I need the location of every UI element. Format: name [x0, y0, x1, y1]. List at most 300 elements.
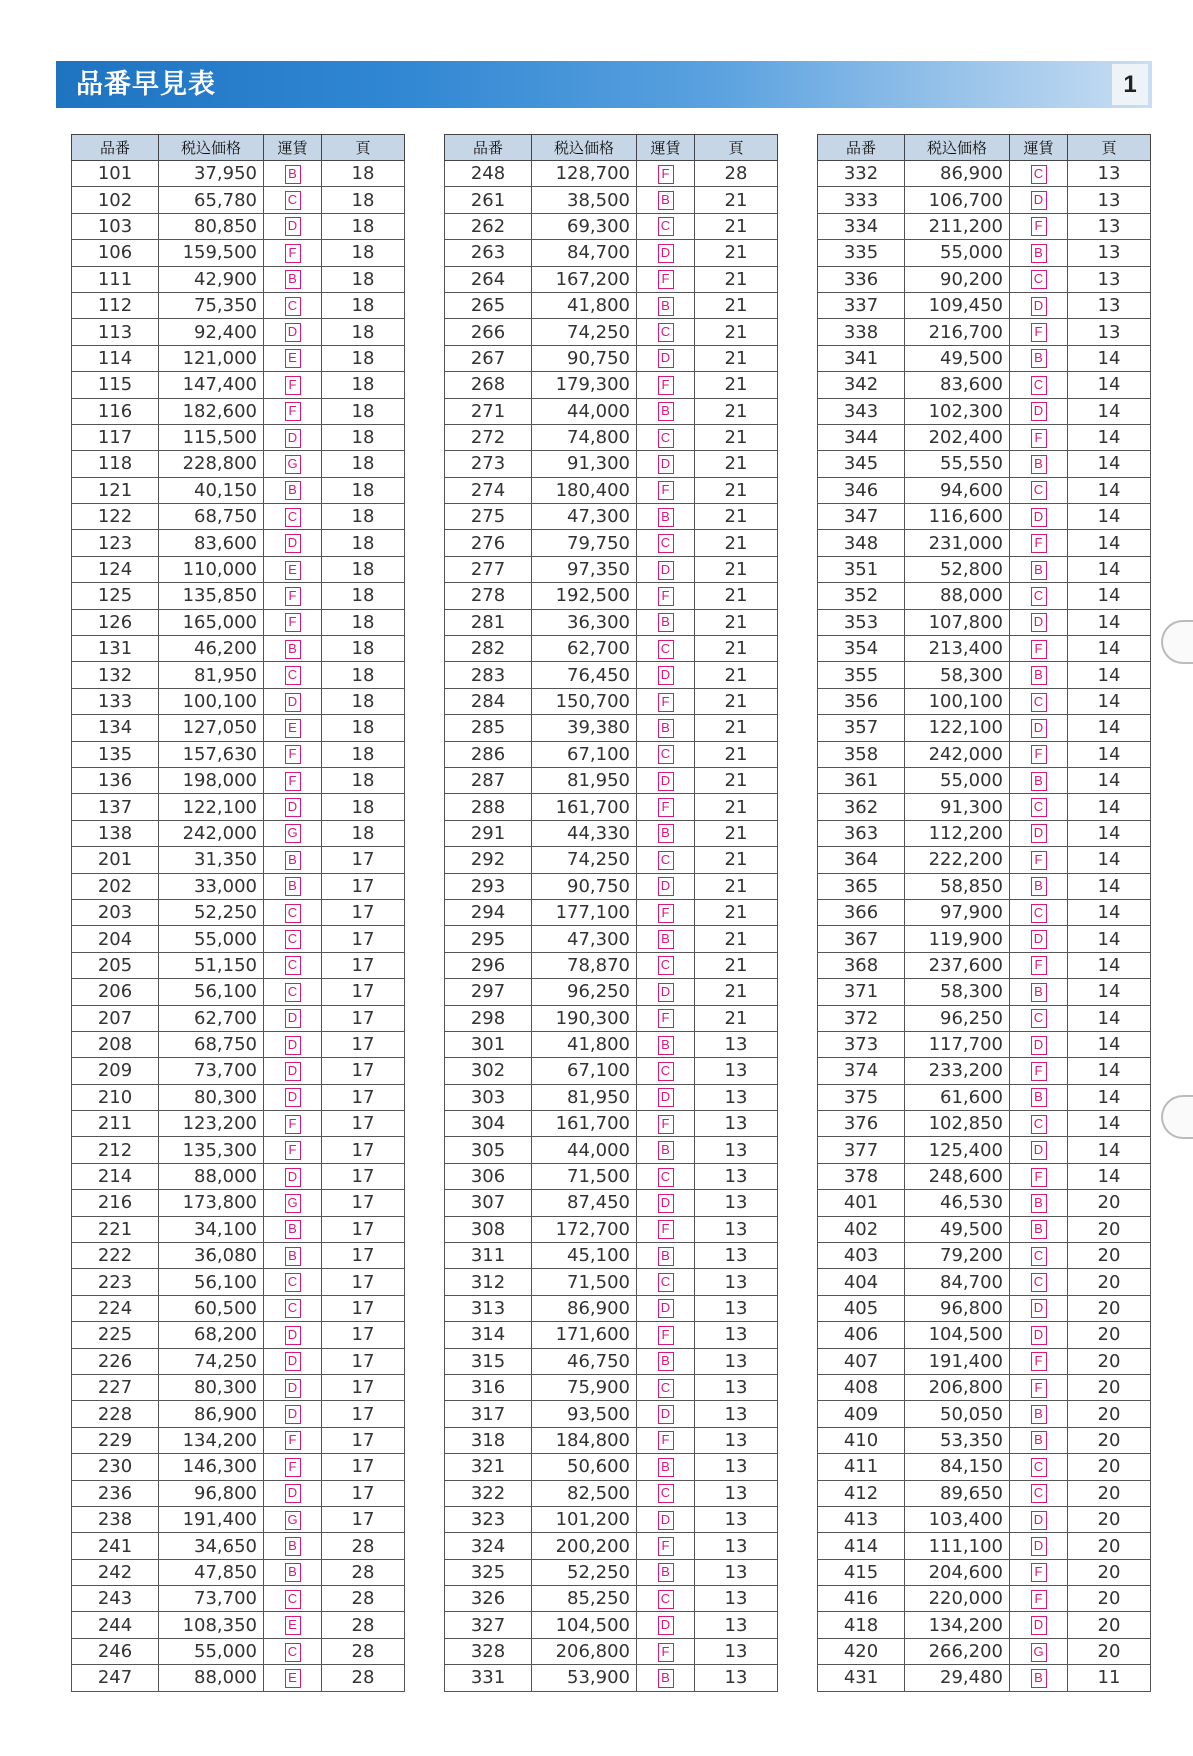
catalog-page: 13 — [695, 1058, 778, 1084]
freight-code-badge: B — [285, 270, 301, 289]
freight-cell — [264, 1638, 322, 1664]
freight-code-badge: F — [1031, 429, 1047, 448]
table-row — [445, 662, 778, 688]
freight-cell — [637, 715, 695, 741]
price-incl-tax: 81,950 — [532, 767, 637, 793]
price-incl-tax: 248,600 — [905, 1163, 1010, 1189]
item-number: 326 — [445, 1586, 532, 1612]
table-row — [818, 583, 1151, 609]
item-number: 308 — [445, 1216, 532, 1242]
item-number: 288 — [445, 794, 532, 820]
table-row — [445, 1163, 778, 1189]
item-number: 307 — [445, 1190, 532, 1216]
freight-code-badge: F — [1031, 534, 1047, 553]
freight-cell — [1010, 424, 1068, 450]
catalog-page: 18 — [322, 345, 405, 371]
table-row — [445, 292, 778, 318]
freight-code-badge: D — [1031, 402, 1047, 421]
item-number: 409 — [818, 1401, 905, 1427]
catalog-page: 28 — [322, 1638, 405, 1664]
freight-cell — [637, 609, 695, 635]
freight-cell — [637, 1216, 695, 1242]
catalog-page: 18 — [322, 636, 405, 662]
item-number: 406 — [818, 1322, 905, 1348]
price-incl-tax: 157,630 — [159, 741, 264, 767]
freight-code-badge: B — [1031, 666, 1047, 685]
freight-cell — [637, 213, 695, 239]
catalog-page: 13 — [695, 1559, 778, 1585]
catalog-page: 17 — [322, 1111, 405, 1137]
item-number: 327 — [445, 1612, 532, 1638]
catalog-page: 13 — [695, 1374, 778, 1400]
catalog-page: 18 — [322, 504, 405, 530]
table-row — [818, 899, 1151, 925]
item-number: 344 — [818, 424, 905, 450]
freight-cell — [637, 504, 695, 530]
item-number: 347 — [818, 504, 905, 530]
freight-code-badge: D — [658, 1194, 674, 1213]
item-number: 332 — [818, 161, 905, 187]
freight-code-badge: E — [285, 561, 301, 580]
freight-code-badge: D — [658, 1405, 674, 1424]
price-incl-tax: 58,850 — [905, 873, 1010, 899]
catalog-page: 17 — [322, 1243, 405, 1269]
freight-code-badge: F — [285, 402, 301, 421]
price-incl-tax: 191,400 — [159, 1506, 264, 1532]
catalog-page: 21 — [695, 451, 778, 477]
price-incl-tax: 36,300 — [532, 609, 637, 635]
table-row — [445, 187, 778, 213]
item-number: 285 — [445, 715, 532, 741]
item-number: 317 — [445, 1401, 532, 1427]
item-number: 101 — [72, 161, 159, 187]
freight-code-badge: D — [1031, 930, 1047, 949]
freight-cell — [1010, 451, 1068, 477]
item-number: 374 — [818, 1058, 905, 1084]
catalog-page: 14 — [1068, 556, 1151, 582]
table-row — [818, 1665, 1151, 1691]
item-number: 124 — [72, 556, 159, 582]
freight-cell — [264, 609, 322, 635]
catalog-page: 20 — [1068, 1348, 1151, 1374]
price-incl-tax: 216,700 — [905, 319, 1010, 345]
table-row — [72, 1111, 405, 1137]
item-number: 266 — [445, 319, 532, 345]
freight-code-badge: D — [1031, 1511, 1047, 1530]
price-incl-tax: 83,600 — [905, 372, 1010, 398]
item-number: 122 — [72, 504, 159, 530]
item-number: 282 — [445, 636, 532, 662]
table-row — [72, 1058, 405, 1084]
price-incl-tax: 146,300 — [159, 1454, 264, 1480]
item-number: 223 — [72, 1269, 159, 1295]
freight-cell — [264, 1374, 322, 1400]
freight-code-badge: C — [285, 297, 301, 316]
table-row — [445, 319, 778, 345]
item-number: 318 — [445, 1427, 532, 1453]
freight-cell — [637, 530, 695, 556]
price-incl-tax: 52,250 — [159, 899, 264, 925]
price-incl-tax: 80,300 — [159, 1084, 264, 1110]
table-row — [818, 1295, 1151, 1321]
item-number: 206 — [72, 979, 159, 1005]
table-row — [445, 1269, 778, 1295]
price-incl-tax: 55,000 — [905, 240, 1010, 266]
item-number: 377 — [818, 1137, 905, 1163]
table-row — [72, 820, 405, 846]
freight-code-badge: E — [285, 1669, 301, 1688]
item-number: 351 — [818, 556, 905, 582]
item-number: 204 — [72, 926, 159, 952]
freight-code-badge: B — [1031, 1405, 1047, 1424]
freight-cell — [264, 1454, 322, 1480]
item-number: 246 — [72, 1638, 159, 1664]
catalog-page: 14 — [1068, 873, 1151, 899]
catalog-page: 13 — [695, 1269, 778, 1295]
freight-cell — [637, 1111, 695, 1137]
price-incl-tax: 184,800 — [532, 1427, 637, 1453]
price-incl-tax: 65,780 — [159, 187, 264, 213]
price-incl-tax: 81,950 — [159, 662, 264, 688]
catalog-page: 13 — [1068, 319, 1151, 345]
price-incl-tax: 111,100 — [905, 1533, 1010, 1559]
price-incl-tax: 222,200 — [905, 847, 1010, 873]
catalog-page: 18 — [322, 715, 405, 741]
item-number: 112 — [72, 292, 159, 318]
price-incl-tax: 116,600 — [905, 504, 1010, 530]
freight-code-badge: C — [658, 745, 674, 764]
catalog-page: 13 — [1068, 161, 1151, 187]
catalog-page: 13 — [695, 1612, 778, 1638]
freight-code-badge: F — [1031, 1352, 1047, 1371]
table-row — [445, 767, 778, 793]
item-number: 271 — [445, 398, 532, 424]
col-header-price: 税込価格 — [532, 135, 637, 161]
table-row — [818, 1058, 1151, 1084]
table-row — [72, 847, 405, 873]
catalog-page: 13 — [1068, 266, 1151, 292]
table-row — [72, 1163, 405, 1189]
freight-code-badge: B — [658, 508, 674, 527]
freight-cell — [264, 345, 322, 371]
item-number: 236 — [72, 1480, 159, 1506]
price-incl-tax: 180,400 — [532, 477, 637, 503]
freight-code-badge: B — [1031, 561, 1047, 580]
catalog-page: 28 — [322, 1665, 405, 1691]
freight-code-badge: F — [658, 1431, 674, 1450]
freight-cell — [637, 1084, 695, 1110]
item-number: 277 — [445, 556, 532, 582]
item-number: 225 — [72, 1322, 159, 1348]
freight-cell — [1010, 266, 1068, 292]
freight-code-badge: D — [285, 217, 301, 236]
price-incl-tax: 67,100 — [532, 741, 637, 767]
catalog-page: 20 — [1068, 1216, 1151, 1242]
freight-cell — [264, 1005, 322, 1031]
catalog-page: 21 — [695, 873, 778, 899]
item-number: 276 — [445, 530, 532, 556]
price-incl-tax: 68,750 — [159, 1031, 264, 1057]
item-number: 203 — [72, 899, 159, 925]
catalog-page: 28 — [322, 1559, 405, 1585]
table-row — [445, 899, 778, 925]
item-number: 264 — [445, 266, 532, 292]
freight-cell — [264, 1058, 322, 1084]
catalog-page: 13 — [695, 1533, 778, 1559]
freight-cell — [264, 451, 322, 477]
price-incl-tax: 68,200 — [159, 1322, 264, 1348]
freight-cell — [1010, 767, 1068, 793]
price-incl-tax: 94,600 — [905, 477, 1010, 503]
item-number: 354 — [818, 636, 905, 662]
price-incl-tax: 86,900 — [159, 1401, 264, 1427]
table-row — [72, 1322, 405, 1348]
table-row — [445, 1295, 778, 1321]
item-number: 298 — [445, 1005, 532, 1031]
item-number: 125 — [72, 583, 159, 609]
item-number: 117 — [72, 424, 159, 450]
freight-code-badge: C — [1031, 1458, 1047, 1477]
freight-cell — [637, 1559, 695, 1585]
col-header-freight: 運賃 — [1010, 135, 1068, 161]
item-number: 242 — [72, 1559, 159, 1585]
table-row — [72, 1190, 405, 1216]
item-number: 295 — [445, 926, 532, 952]
catalog-page: 20 — [1068, 1374, 1151, 1400]
item-number: 362 — [818, 794, 905, 820]
price-incl-tax: 190,300 — [532, 1005, 637, 1031]
col-header-price: 税込価格 — [159, 135, 264, 161]
table-row — [72, 1005, 405, 1031]
price-incl-tax: 33,000 — [159, 873, 264, 899]
freight-code-badge: D — [285, 1009, 301, 1028]
item-number: 414 — [818, 1533, 905, 1559]
price-incl-tax: 50,600 — [532, 1454, 637, 1480]
item-number: 244 — [72, 1612, 159, 1638]
table-row — [445, 1084, 778, 1110]
price-incl-tax: 71,500 — [532, 1269, 637, 1295]
freight-cell — [1010, 477, 1068, 503]
item-number: 294 — [445, 899, 532, 925]
table-row — [72, 424, 405, 450]
table-row — [72, 213, 405, 239]
catalog-page: 17 — [322, 1295, 405, 1321]
freight-code-badge: G — [285, 824, 301, 843]
catalog-page: 13 — [695, 1031, 778, 1057]
item-number: 243 — [72, 1586, 159, 1612]
table-row — [818, 715, 1151, 741]
price-incl-tax: 62,700 — [159, 1005, 264, 1031]
price-incl-tax: 172,700 — [532, 1216, 637, 1242]
item-number: 416 — [818, 1586, 905, 1612]
table-row — [445, 1533, 778, 1559]
price-incl-tax: 100,100 — [159, 688, 264, 714]
freight-cell — [637, 292, 695, 318]
catalog-page: 14 — [1068, 1137, 1151, 1163]
table-row — [445, 504, 778, 530]
table-row — [818, 688, 1151, 714]
freight-cell — [637, 1506, 695, 1532]
freight-code-badge: F — [658, 165, 674, 184]
catalog-page: 21 — [695, 820, 778, 846]
price-incl-tax: 104,500 — [532, 1612, 637, 1638]
freight-code-badge: C — [285, 983, 301, 1002]
catalog-page: 14 — [1068, 820, 1151, 846]
catalog-page: 14 — [1068, 1031, 1151, 1057]
price-incl-tax: 74,250 — [532, 319, 637, 345]
price-incl-tax: 61,600 — [905, 1084, 1010, 1110]
item-number: 265 — [445, 292, 532, 318]
freight-code-badge: C — [285, 904, 301, 923]
freight-code-badge: C — [658, 851, 674, 870]
table-row — [72, 345, 405, 371]
catalog-page: 17 — [322, 847, 405, 873]
table-row — [445, 266, 778, 292]
freight-code-badge: F — [658, 1537, 674, 1556]
item-number: 346 — [818, 477, 905, 503]
freight-code-badge: C — [658, 1484, 674, 1503]
freight-cell — [264, 820, 322, 846]
table-row — [818, 662, 1151, 688]
table-row — [818, 609, 1151, 635]
freight-code-badge: D — [285, 1168, 301, 1187]
price-incl-tax: 40,150 — [159, 477, 264, 503]
catalog-page: 13 — [695, 1638, 778, 1664]
catalog-page: 18 — [322, 292, 405, 318]
catalog-page: 17 — [322, 1190, 405, 1216]
table-row — [445, 345, 778, 371]
freight-code-badge: F — [1031, 1168, 1047, 1187]
price-incl-tax: 51,150 — [159, 952, 264, 978]
catalog-page: 21 — [695, 688, 778, 714]
table-row — [445, 451, 778, 477]
freight-code-badge: C — [285, 1643, 301, 1662]
table-row — [445, 1348, 778, 1374]
freight-cell — [637, 767, 695, 793]
item-number: 291 — [445, 820, 532, 846]
item-number: 337 — [818, 292, 905, 318]
freight-code-badge: B — [285, 1247, 301, 1266]
table-row — [818, 398, 1151, 424]
item-number: 322 — [445, 1480, 532, 1506]
table-row — [818, 319, 1151, 345]
item-number: 323 — [445, 1506, 532, 1532]
item-number: 431 — [818, 1665, 905, 1691]
item-number: 238 — [72, 1506, 159, 1532]
price-incl-tax: 90,750 — [532, 345, 637, 371]
freight-cell — [1010, 794, 1068, 820]
item-number: 410 — [818, 1427, 905, 1453]
freight-code-badge: C — [285, 930, 301, 949]
item-number: 331 — [445, 1665, 532, 1691]
table-row — [72, 240, 405, 266]
table-row — [72, 1269, 405, 1295]
freight-code-badge: D — [285, 1484, 301, 1503]
item-number: 357 — [818, 715, 905, 741]
item-number: 263 — [445, 240, 532, 266]
freight-cell — [1010, 609, 1068, 635]
freight-cell — [264, 1401, 322, 1427]
freight-code-badge: B — [285, 1220, 301, 1239]
price-incl-tax: 39,380 — [532, 715, 637, 741]
table-row — [818, 213, 1151, 239]
item-number: 102 — [72, 187, 159, 213]
table-row — [818, 820, 1151, 846]
table-row — [818, 424, 1151, 450]
freight-code-badge: D — [1031, 613, 1047, 632]
catalog-page: 17 — [322, 979, 405, 1005]
item-number: 328 — [445, 1638, 532, 1664]
catalog-page: 13 — [695, 1243, 778, 1269]
item-number: 118 — [72, 451, 159, 477]
freight-code-badge: C — [285, 1299, 301, 1318]
freight-cell — [1010, 820, 1068, 846]
price-incl-tax: 115,500 — [159, 424, 264, 450]
price-incl-tax: 80,850 — [159, 213, 264, 239]
price-incl-tax: 73,700 — [159, 1058, 264, 1084]
catalog-page: 28 — [322, 1586, 405, 1612]
price-incl-tax: 87,450 — [532, 1190, 637, 1216]
item-number: 345 — [818, 451, 905, 477]
table-row — [72, 266, 405, 292]
price-incl-tax: 41,800 — [532, 1031, 637, 1057]
item-number: 103 — [72, 213, 159, 239]
catalog-page: 13 — [695, 1322, 778, 1348]
price-incl-tax: 74,250 — [532, 847, 637, 873]
table-row — [72, 609, 405, 635]
item-number: 208 — [72, 1031, 159, 1057]
freight-code-badge: B — [285, 640, 301, 659]
price-incl-tax: 108,350 — [159, 1612, 264, 1638]
catalog-page: 17 — [322, 1427, 405, 1453]
price-incl-tax: 75,900 — [532, 1374, 637, 1400]
catalog-page: 21 — [695, 662, 778, 688]
item-number: 312 — [445, 1269, 532, 1295]
catalog-page: 21 — [695, 424, 778, 450]
freight-code-badge: D — [658, 349, 674, 368]
table-row — [818, 1137, 1151, 1163]
table-row — [72, 398, 405, 424]
catalog-page: 14 — [1068, 530, 1151, 556]
price-incl-tax: 101,200 — [532, 1506, 637, 1532]
freight-cell — [637, 899, 695, 925]
freight-code-badge: B — [658, 1036, 674, 1055]
item-number: 261 — [445, 187, 532, 213]
freight-code-badge: C — [1031, 693, 1047, 712]
price-incl-tax: 58,300 — [905, 979, 1010, 1005]
col-header-page: 頁 — [695, 135, 778, 161]
freight-cell — [1010, 1163, 1068, 1189]
price-table — [444, 134, 778, 1692]
catalog-page: 13 — [695, 1190, 778, 1216]
table-row — [445, 1111, 778, 1137]
item-number: 401 — [818, 1190, 905, 1216]
item-number: 267 — [445, 345, 532, 371]
table-row — [818, 266, 1151, 292]
item-number: 115 — [72, 372, 159, 398]
table-row — [72, 1295, 405, 1321]
price-incl-tax: 100,100 — [905, 688, 1010, 714]
freight-cell — [264, 187, 322, 213]
freight-cell — [1010, 1190, 1068, 1216]
item-number: 133 — [72, 688, 159, 714]
freight-code-badge: F — [1031, 640, 1047, 659]
catalog-page: 18 — [322, 820, 405, 846]
freight-cell — [264, 926, 322, 952]
table-row — [445, 952, 778, 978]
catalog-page: 14 — [1068, 504, 1151, 530]
col-header-hinban: 品番 — [445, 135, 532, 161]
